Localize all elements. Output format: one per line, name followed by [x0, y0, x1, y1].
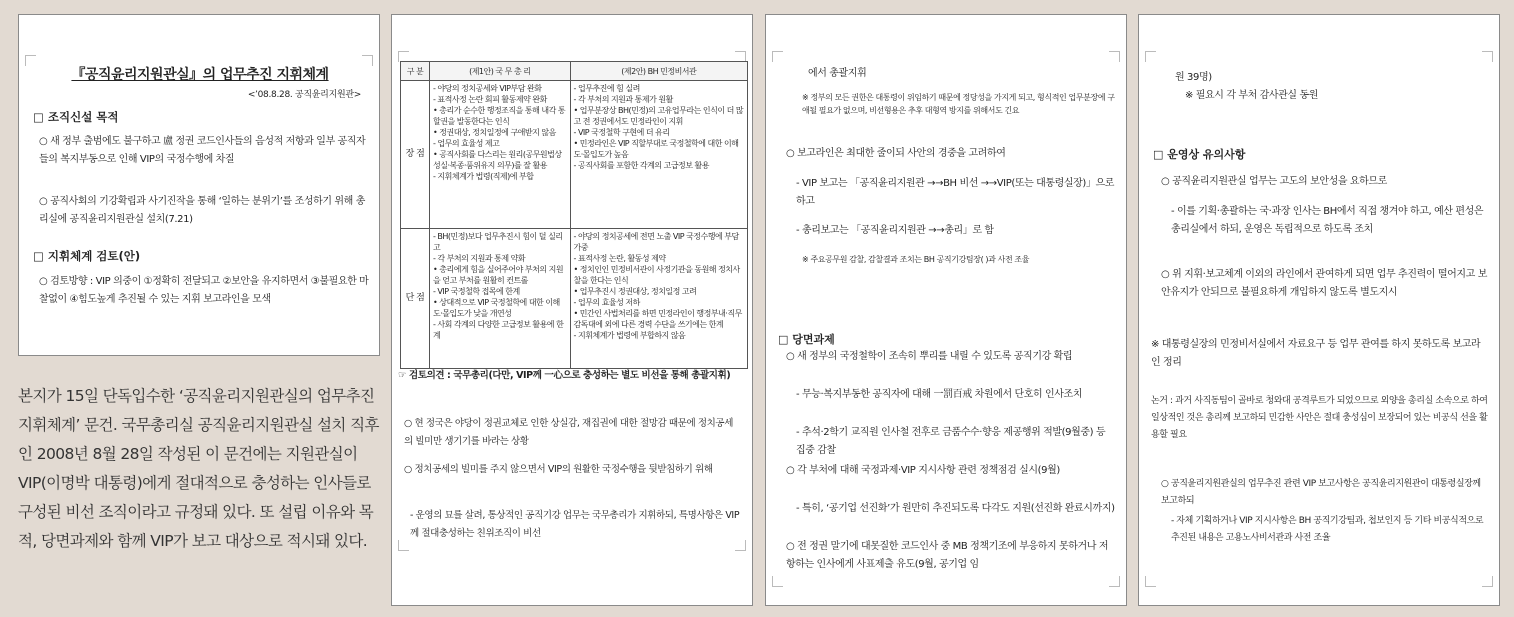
- cell-line: • 민정라인은 VIP 직할부대로 국정철학에 대한 이해도·몰입도가 높음: [573, 139, 739, 159]
- cell-line: • 업무분장상 BH(민정)의 고유업무라는 인식이 더 많고 전 정권에서도 민정라인이 지휘: [573, 106, 744, 126]
- note: 논거 : 과거 사직동팀이 골바로 청와대 공격루트가 되었으므로 외양을 총리실 소속으로 하여 일상적인 것은 총리께 보고하되 민감한 사안은 절대 충성심이 보장되어 있는 비공식 선을 활용할 필요: [1151, 396, 1488, 440]
- cell-line: • 업무추진시 정권대상, 정치일정 고려: [573, 287, 697, 296]
- cell-line: • 공직사회를 다스리는 원리(공무원법상 성실·복종·품위유지 의무)를 잘 활용: [433, 150, 562, 170]
- paragraph: - 총리보고는 「공직윤리지원관 →→총리」로 함: [796, 225, 994, 236]
- cell-line: - 업무의 효율성 저하: [573, 298, 640, 307]
- section-title: □ 당면과제: [778, 333, 835, 346]
- cell-line: • 총리에게 힘을 실어주어야 부처의 지원을 얻고 부처를 원활히 컨트롤: [433, 265, 564, 285]
- table-cell: [430, 229, 571, 369]
- cell-line: - 야당의 정치공세와 VIP부담 완화: [433, 84, 542, 93]
- article-caption: 본지가 15일 단독입수한 ‘공직윤리지원관실의 업무추진 지휘체계’ 문건. 국무총리실 공직윤리지원관실 설치 직후인 2008년 8월 28일 작성된 이 문건에는 지원관실이 VIP(이명박 대통령)에게 절대적으로 충성하는 인사들로 구성된 비선 조직이라고 규정돼 있다. 또 설립 이유와 목적, 당면과제와 함께 VIP가 보고 대상으로 적시돼 있다.: [18, 387, 379, 550]
- paragraph: - 특히, ‘공기업 선진화’가 원만히 추진되도록 다각도 지원(선진화 완료시까지): [796, 503, 1115, 514]
- cell-line: • 정권대상, 정치일정에 구애받지 않음: [433, 128, 556, 137]
- section-title: □ 운영상 유의사항: [1153, 148, 1246, 161]
- cell-line: - 사회 각계의 다양한 고급정보 활용에 한계: [433, 320, 564, 340]
- paragraph: 원 39명): [1175, 72, 1212, 83]
- paragraph: ○ 정치공세의 빌미를 주지 않으면서 VIP의 원활한 국정수행을 뒷받침하기 위해: [404, 464, 713, 475]
- corner-mark: [1145, 576, 1156, 587]
- table-header: (제1안) 국 무 총 리: [430, 62, 571, 81]
- cell-line: • 총리가 순수한 행정조직을 통해 내각 통할권을 발동한다는 인식: [433, 106, 566, 126]
- cell-line: • 정치인인 민정비서관이 사정기관을 동원해 정치사찰을 한다는 인식: [573, 265, 740, 285]
- cell-line: - 표적사정 논란, 활동성 제약: [573, 254, 666, 263]
- paragraph: ○ 공직윤리지원관실 업무는 고도의 보안성을 요하므로: [1161, 176, 1387, 187]
- table-header: (제2안) BH 민정비서관: [570, 62, 747, 81]
- paragraph: - 이를 기획·총괄하는 국·과장 인사는 BH에서 직접 챙겨야 하고, 예산 편성은 총리실에서 하되, 운영은 독립적으로 하도록 조치: [1171, 206, 1484, 235]
- document-page-4: [1138, 14, 1500, 606]
- paragraph: ○ 보고라인은 최대한 줄이되 사안의 경중을 고려하여: [786, 148, 1006, 159]
- section-title: □ 조직신설 목적: [33, 110, 119, 124]
- corner-mark: [1109, 576, 1120, 587]
- paragraph: ○ 위 지휘·보고체계 이외의 라인에서 관여하게 되면 업무 추진력이 떨어지고 보안유지가 안되므로 불필요하게 개입하지 않도록 별도지시: [1161, 269, 1487, 298]
- paragraph: ○ 각 부처에 대해 국정과제·VIP 지시사항 관련 정책점검 실시(9월): [786, 465, 1060, 476]
- cell-line: - 업무의 효율성 제고: [433, 139, 500, 148]
- document-date: <’08.8.28. 공직윤리지원관>: [247, 90, 361, 100]
- table-header: 구 분: [401, 62, 430, 81]
- document-page-2: [391, 14, 753, 606]
- paragraph: ※ 필요시 각 부처 감사관실 동원: [1185, 90, 1318, 101]
- cell-line: - 공직사회를 포함한 각계의 고급정보 활용: [573, 161, 710, 170]
- table-cell: [430, 81, 571, 229]
- corner-mark: [1482, 576, 1493, 587]
- cell-line: - VIP 국정철학 접목에 한계: [433, 287, 520, 296]
- corner-mark: [1482, 51, 1493, 62]
- document-page-1: [18, 14, 380, 356]
- paragraph: ○ 전 정권 말기에 대못질한 코드인사 중 MB 정책기조에 부응하지 못하거나 저항하는 인사에게 사표제출 유도(9월, 공기업 임: [786, 541, 1109, 570]
- cell-line: - 지휘체계가 법령(직제)에 부합: [433, 172, 534, 181]
- paragraph: - 운영의 묘를 살려, 통상적인 공직기강 업무는 국무총리가 지휘하되, 특명사항은 VIP께 절대충성하는 친위조직이 비선: [410, 510, 740, 539]
- corner-mark: [398, 540, 409, 551]
- row-label: 장 점: [401, 81, 430, 229]
- cell-line: - BH(민정)보다 업무추진시 힘이 덜 실리고: [433, 232, 563, 252]
- cell-line: - 야당의 정치공세에 전면 노출 VIP 국정수행에 부담 가중: [573, 232, 739, 252]
- paragraph: 에서 총괄지휘: [808, 68, 867, 79]
- corner-mark: [1145, 51, 1156, 62]
- note: ※ 정부의 모든 권한은 대통령이 위임하기 때문에 정당성을 가지게 되고, 형식적인 업무분장에 구애될 필요가 없으며, 비선형용은 추후 대형역 방지를 위해서도 긴요: [802, 93, 1115, 115]
- note: ※ 대통령실장의 민정비서실에서 자료요구 등 업무 관여를 하지 못하도록 보고라인 정리: [1151, 339, 1481, 368]
- comparison-table: [400, 61, 748, 369]
- paragraph: ○ 새 정부 출범에도 불구하고 盧 정권 코드인사들의 음성적 저항과 일부 공직자들의 복지부동으로 인해 VIP의 국정수행에 차질: [39, 136, 366, 165]
- cell-line: - 업무추진에 힘 실려: [573, 84, 640, 93]
- cell-line: - VIP 국정철학 구현에 더 유리: [573, 128, 670, 137]
- paragraph: ○ 현 정국은 야당이 정권교체로 인한 상실감, 재집권에 대한 절망감 때문에 정치공세의 빌미만 생기기를 바라는 상황: [404, 418, 733, 447]
- paragraph: - VIP 보고는 「공직윤리지원관 →→BH 비선 →→VIP(또는 대통령실장)」으로 하고: [796, 178, 1115, 207]
- paragraph: ○ 새 정부의 국정철학이 조속히 뿌리를 내릴 수 있도록 공직기강 확립: [786, 351, 1073, 362]
- paragraph: ○ 검토방향 : VIP 의중이 ①정확히 전달되고 ②보안을 유지하면서 ③불필요한 마찰없이 ④힘도높게 추진될 수 있는 지휘 보고라인을 모색: [39, 276, 369, 305]
- document-page-3: [765, 14, 1127, 606]
- cell-line: - 표적사정 논란 회피 활동제약 완화: [433, 95, 547, 104]
- paragraph: - 무능·복지부동한 공직자에 대해 一罰百戒 차원에서 단호히 인사조치: [796, 389, 1083, 400]
- corner-mark: [772, 51, 783, 62]
- corner-mark: [772, 576, 783, 587]
- table-cell: [570, 229, 747, 369]
- section-title: □ 지휘체계 검토(안): [33, 249, 141, 263]
- cell-line: • 상대적으로 VIP 국정철학에 대한 이해도·몰입도가 낮을 개연성: [433, 298, 560, 318]
- paragraph: ○ 공직사회의 기강확립과 사기진작을 통해 ‘일하는 분위기’를 조성하기 위해 총리실에 공직윤리지원관실 설치(7.21): [39, 196, 365, 225]
- review-opinion: ☞ 검토의견 : 국무총리(다만, VIP께 一心으로 충성하는 별도 비선을 통해 총괄지휘): [398, 370, 731, 381]
- note: ※ 주요공무원 감찰, 감찰결과 조치는 BH 공직기강팀장( )과 사전 조율: [802, 255, 1030, 264]
- document-title: 『공직윤리지원관실』의 업무추진 지휘체계: [71, 67, 329, 83]
- cell-line: - 각 부처의 지원과 통제 약화: [433, 254, 526, 263]
- paragraph: - 추석·2학기 교직원 인사철 전후로 금품수수·향응 제공행위 적발(9월중) 등 집중 감찰: [796, 427, 1106, 456]
- table-cell: [570, 81, 747, 229]
- cell-line: - 지휘체계가 법령에 부합하지 않음: [573, 331, 686, 340]
- cell-line: • 민간인 사법처리를 하면 민정라인이 행정부내·직무감독대에 외에 다른 경력 수단을 쓰기에는 한계: [573, 309, 742, 329]
- paragraph: - 자체 기획하거나 VIP 지시사항은 BH 공직기강팀과, 첩보인지 등 기타 비공식적으로 추진된 내용은 고용노사비서관과 사전 조율: [1171, 516, 1484, 543]
- paragraph: ○ 공직윤리지원관실의 업무추진 관련 VIP 보고사항은 공직윤리지원관이 대통령실장께 보고하되: [1161, 479, 1481, 506]
- corner-mark: [1109, 51, 1120, 62]
- cell-line: - 각 부처의 지원과 통제가 원활: [573, 95, 673, 104]
- row-label: 단 점: [401, 229, 430, 369]
